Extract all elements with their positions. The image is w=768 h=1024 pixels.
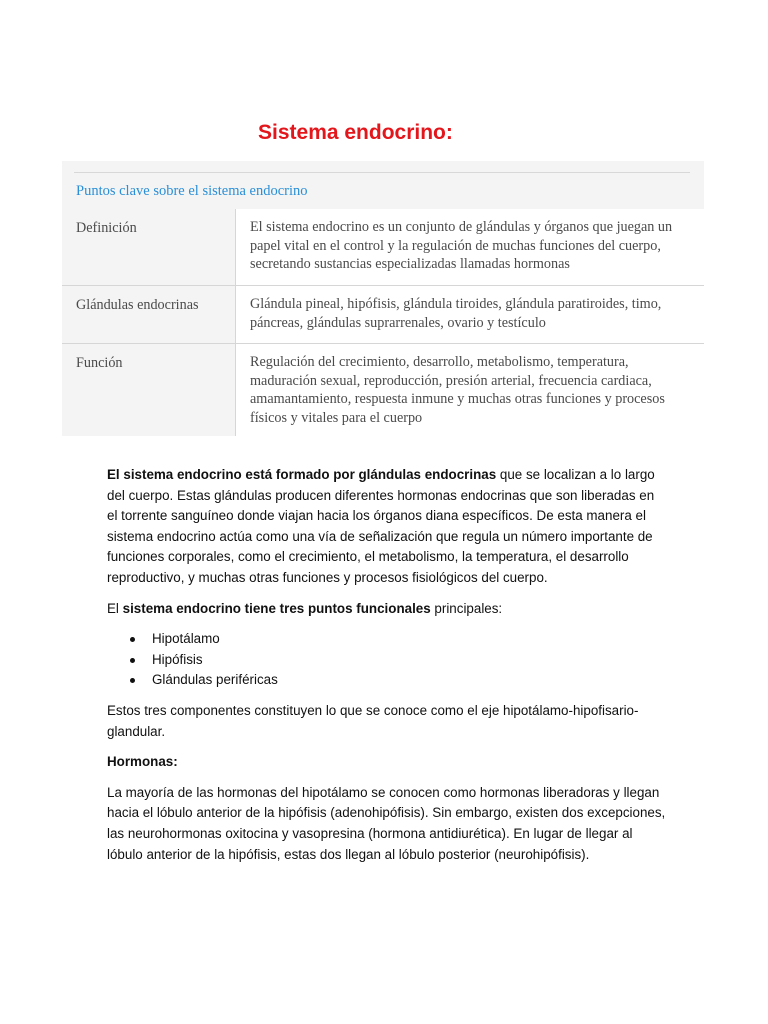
list-item-label: Hipotálamo bbox=[152, 631, 220, 647]
paragraph-hormonas: La mayoría de las hormonas del hipotálamo se conocen como hormonas liberadoras y llegan hacia el lóbulo anterior de la hipófisis (adenohipófisis). Sin embargo, existen dos excepciones, las neurohormonas oxitocina y vasopresina (hormona antidiurética). En lugar de llegar al lóbulo anterior de la hipófisis, estas dos llegan al lóbulo posterior (neurohipófisis). bbox=[107, 784, 666, 862]
table-row-value: El sistema endocrino es un conjunto de glándulas y órganos que juegan un papel vital en el control y la regulación de muchas funciones del cuerpo, secretando sustancias especializadas llamadas hormonas bbox=[235, 209, 704, 285]
list-item bbox=[107, 629, 667, 650]
table-row-key: Función bbox=[76, 355, 123, 371]
list-item bbox=[107, 670, 667, 691]
functional-points-bold: sistema endocrino tiene tres puntos funcionales bbox=[122, 600, 431, 616]
document-title: Sistema endocrino: bbox=[258, 121, 453, 144]
paragraph-intro bbox=[107, 465, 667, 589]
bullet-icon bbox=[130, 637, 135, 642]
table-caption: Puntos clave sobre el sistema endocrino bbox=[76, 183, 308, 199]
functional-points-prefix: El bbox=[107, 600, 123, 616]
table-row-value: Regulación del crecimiento, desarrollo, metabolismo, temperatura, maduración sexual, reproducción, presión arterial, frecuencia cardiaca, amamantamiento, respuesta inmune y muchas otras funciones y procesos físicos y vitales para el cuerpo bbox=[235, 344, 704, 436]
paragraph-functional-points bbox=[107, 599, 667, 620]
paragraph-axis: Estos tres componentes constituyen lo que se conoce como el eje hipotálamo-hipofisario-glandular. bbox=[107, 702, 639, 739]
functional-points-list bbox=[107, 629, 667, 691]
table-row-funcion bbox=[62, 344, 704, 436]
intro-bold-text: El sistema endocrino está formado por glándulas endocrinas bbox=[107, 467, 497, 482]
table-row-definicion bbox=[62, 209, 704, 286]
table-row-glandulas bbox=[62, 286, 704, 344]
bullet-icon bbox=[130, 678, 135, 683]
key-points-table bbox=[62, 161, 704, 436]
table-row-key: Glándulas endocrinas bbox=[76, 297, 199, 313]
table-row-key: Definición bbox=[76, 220, 137, 236]
table-row-value: Glándula pineal, hipófisis, glándula tiroides, glándula paratiroides, timo, páncreas, glándulas suprarrenales, ovario y testículo bbox=[235, 286, 704, 343]
intro-text: que se localizan a lo largo del cuerpo. Estas glándulas producen diferentes hormonas endocrinas que son liberadas en el torrente sanguíneo donde viajan hacia los órganos diana específicos. De esta manera el sistema endocrino actúa como una vía de señalización que regula un número importante de funciones corporales, como el crecimiento, el metabolismo, la temperatura, el desarrollo reproductivo, y muchas otras funciones y procesos fisiológicos del cuerpo. bbox=[107, 467, 655, 585]
functional-points-suffix: principales: bbox=[430, 600, 503, 616]
list-item bbox=[107, 650, 667, 671]
heading-hormonas bbox=[107, 752, 667, 773]
list-item-label: Glándulas periféricas bbox=[152, 672, 278, 688]
list-item-label: Hipófisis bbox=[152, 651, 203, 667]
heading-hormonas-text: Hormonas: bbox=[107, 754, 178, 770]
table-top-divider bbox=[74, 172, 690, 173]
bullet-icon bbox=[130, 658, 135, 663]
document-body bbox=[107, 465, 667, 875]
